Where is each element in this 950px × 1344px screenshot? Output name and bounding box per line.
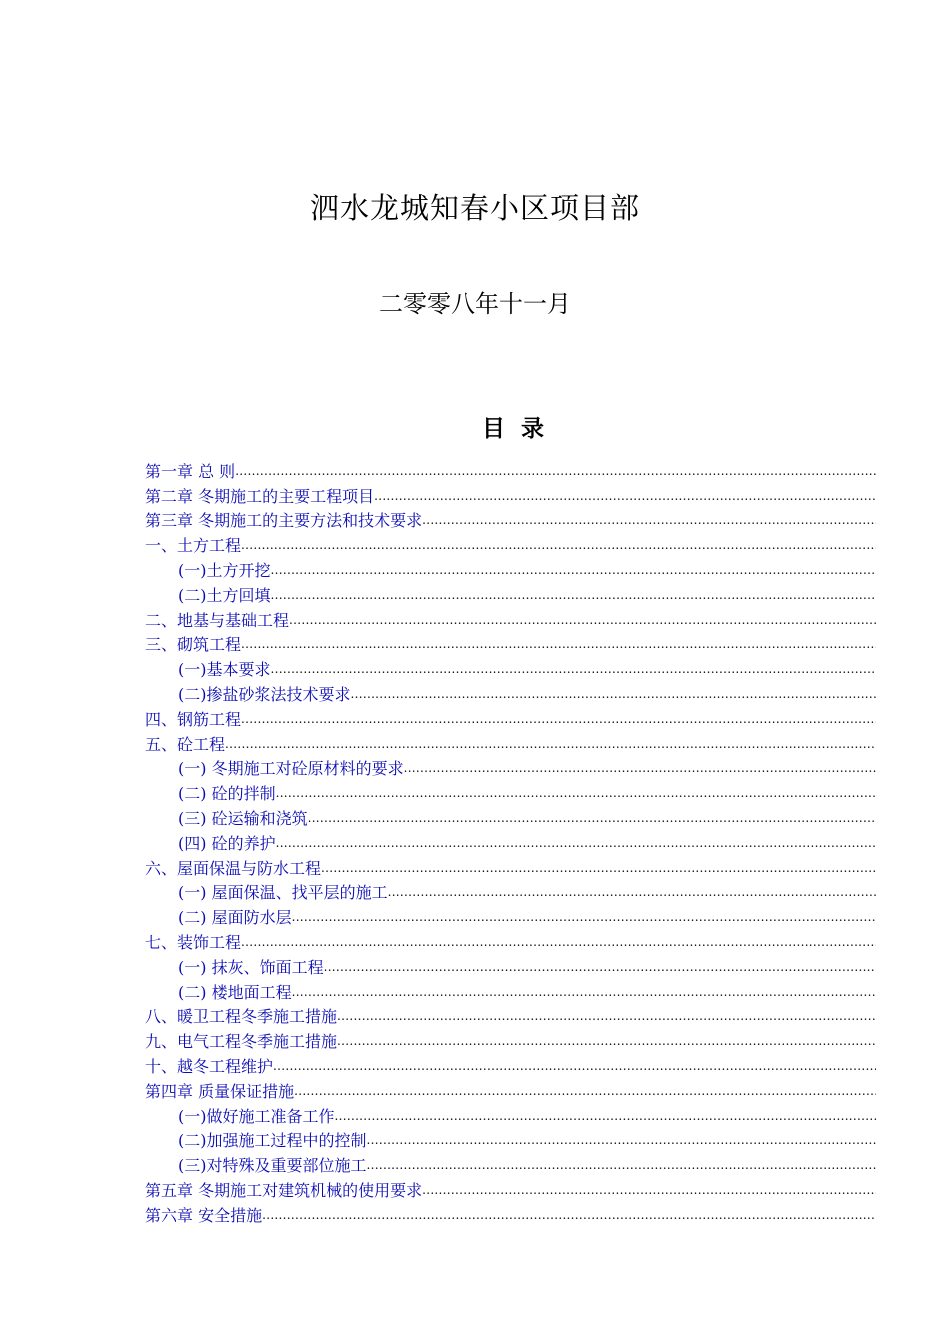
- toc-entry-label: 七、装饰工程: [145, 932, 242, 952]
- toc-dot-leader: [292, 898, 876, 923]
- toc-entry-label: 六、屋面保温与防水工程: [145, 858, 322, 878]
- toc-entry-label: (二) 砼的拌制: [178, 784, 276, 804]
- toc-entry-label: (四) 砼的养护: [178, 833, 276, 853]
- toc-entry[interactable]: [145, 452, 876, 481]
- toc-dot-leader: [241, 923, 876, 948]
- toc-entry-label: 第一章 总 则: [145, 461, 236, 481]
- toc-entry-label: 第二章 冬期施工的主要工程项目: [145, 486, 375, 506]
- toc-entry-label: 十、越冬工程维护: [145, 1056, 274, 1076]
- toc-dot-leader: [351, 675, 877, 700]
- toc-dot-leader: [335, 1097, 877, 1122]
- toc-dot-leader: [271, 551, 877, 576]
- toc-entry-label: (一) 抹灰、饰面工程: [178, 957, 324, 977]
- toc-entry-label: (二)加强施工过程中的控制: [178, 1131, 367, 1151]
- toc-dot-leader: [337, 1022, 876, 1047]
- toc-entry-label: (一)基本要求: [178, 660, 271, 680]
- toc-entry-label: 九、电气工程冬季施工措施: [145, 1032, 338, 1052]
- toc-dot-leader: [241, 700, 876, 725]
- toc-dot-leader: [262, 1196, 876, 1221]
- toc-dot-leader: [422, 1171, 876, 1196]
- toc-entry-label: (一) 冬期施工对砼原材料的要求: [178, 759, 404, 779]
- toc-entry-label: 三、砌筑工程: [145, 635, 242, 655]
- toc-entry[interactable]: [145, 526, 876, 556]
- document-title: 泗水龙城知春小区项目部: [309, 191, 640, 225]
- toc-dot-leader: [422, 502, 876, 527]
- toc-entry-label: 二、地基与基础工程: [145, 610, 290, 630]
- toc-entry-label: 第三章 冬期施工的主要方法和技术要求: [145, 511, 423, 531]
- toc-dot-leader: [273, 1047, 876, 1072]
- toc-dot-leader: [241, 526, 876, 551]
- toc-heading: 目 录: [481, 415, 548, 442]
- toc-dot-leader: [276, 774, 876, 799]
- toc-entry-label: (三) 砼运输和浇筑: [178, 808, 308, 828]
- toc-entry-label: (二) 楼地面工程: [178, 982, 292, 1002]
- toc-dot-leader: [324, 948, 876, 973]
- toc-entry[interactable]: [145, 551, 876, 580]
- toc-dot-leader: [404, 750, 876, 775]
- toc-entry-label: (一)做好施工准备工作: [178, 1106, 335, 1126]
- table-of-contents: [145, 452, 876, 1225]
- toc-entry-label: (一)土方开挖: [178, 560, 271, 580]
- toc-dot-leader: [308, 799, 876, 824]
- toc-entry[interactable]: [145, 923, 876, 952]
- toc-entry[interactable]: [145, 477, 876, 506]
- toc-dot-leader: [294, 1072, 876, 1097]
- toc-entry-label: (二)掺盐砂浆法技术要求: [178, 684, 351, 704]
- toc-entry-label: (二) 屋面防水层: [178, 908, 292, 928]
- toc-entry[interactable]: [145, 948, 876, 977]
- toc-dot-leader: [289, 601, 876, 626]
- document-date: 二零零八年十一月: [379, 290, 571, 318]
- toc-entry[interactable]: [145, 750, 876, 779]
- toc-dot-leader: [225, 725, 876, 750]
- toc-dot-leader: [374, 477, 876, 502]
- toc-entry[interactable]: [145, 650, 876, 680]
- toc-dot-leader: [367, 1122, 877, 1147]
- toc-entry-label: 五、砼工程: [145, 734, 226, 754]
- toc-dot-leader: [271, 576, 877, 601]
- toc-dot-leader: [241, 626, 876, 651]
- toc-dot-leader: [321, 849, 876, 874]
- toc-dot-leader: [276, 824, 876, 849]
- toc-dot-leader: [388, 874, 876, 899]
- toc-entry-label: (三)对特殊及重要部位施工: [178, 1156, 367, 1176]
- toc-entry-label: 一、土方工程: [145, 536, 242, 556]
- toc-entry-label: (一) 屋面保温、找平层的施工: [178, 883, 388, 903]
- toc-entry-label: 第六章 安全措施: [145, 1205, 263, 1225]
- toc-entry-label: (二)土方回填: [178, 585, 271, 605]
- toc-entry[interactable]: [145, 725, 876, 754]
- toc-dot-leader: [367, 1146, 877, 1171]
- toc-dot-leader: [337, 998, 876, 1023]
- toc-entry-label: 八、暖卫工程冬季施工措施: [145, 1007, 338, 1027]
- toc-entry-label: 第四章 质量保证措施: [145, 1081, 295, 1101]
- toc-dot-leader: [271, 650, 877, 675]
- toc-entry-label: 第五章 冬期施工对建筑机械的使用要求: [145, 1180, 423, 1200]
- toc-entry-label: 四、钢筋工程: [145, 709, 242, 729]
- toc-dot-leader: [235, 452, 876, 477]
- toc-dot-leader: [292, 973, 876, 998]
- toc-entry[interactable]: [145, 700, 876, 729]
- toc-entry[interactable]: [145, 626, 876, 655]
